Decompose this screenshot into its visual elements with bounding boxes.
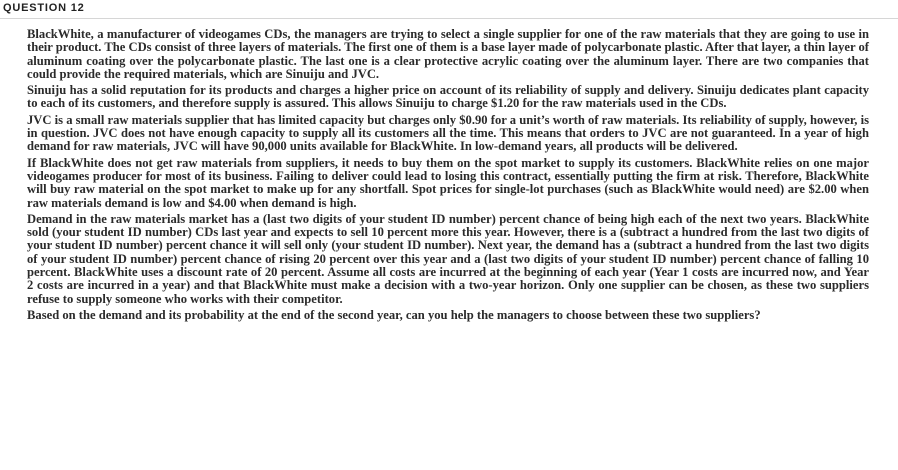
paragraph-jvc: JVC is a small raw materials supplier that has limited capacity but charges only $0.90 for a unit’s worth of raw materials. Its reliability of supply, however, is in question. JVC does not have enough capacity to supply all its customers all the time. This means that orders to JVC are not guaranteed. In a year of high demand for raw materials, JVC will have 90,000 units available for BlackWhite. In low-demand years, all products will be delivered. [27, 112, 869, 154]
paragraph-demand: Demand in the raw materials market has a (last two digits of your student ID number) percent chance of being high each of the next two years. BlackWhite sold (your student ID number) CDs last year and expects to sell 10 percent more this year. However, there is a (subtract a hundred from the last two digits of your student ID number) percent chance it will sell only (your student ID number). Next year, the demand has a (subtract a hundred from the last two digits of your student ID number) percent chance of rising 20 percent over this year and a (last two digits of your student ID number) percent chance of falling 10 percent. BlackWhite uses a discount rate of 20 percent. Assume all costs are incurred at the beginning of each year (Year 1 costs are incurred now, and Year 2 costs are incurred in a year) and that BlackWhite must make a decision with a two-year horizon. Only one supplier can be chosen, as these two suppliers refuse to supply someone who works with their competitor. [27, 211, 869, 306]
paragraph-question: Based on the demand and its probability at the end of the second year, can you help the managers to choose between these two suppliers? [27, 307, 761, 322]
question-number-label: QUESTION 12 [3, 2, 85, 14]
paragraph-sinuiju: Sinuiju has a solid reputation for its products and charges a higher price on account of its reliability of supply and delivery. Sinuiju dedicates plant capacity to each of its customers, and therefore supply is assured. This allows Sinuiju to charge $1.20 for the raw materials used in the CDs. [27, 83, 869, 111]
paragraph-spot-market: If BlackWhite does not get raw materials from suppliers, it needs to buy them on the spot market to supply its customers. BlackWhite relies on one major videogames producer for most of its business. Failing to deliver could lead to losing this contract, essentially putting the firm at risk. Therefore, BlackWhite will buy raw material on the spot market to make up for any shortfall. Spot prices for single-lot purchases (such as BlackWhite would need) are $2.00 when raw materials demand is low and $4.00 when demand is high. [27, 155, 869, 210]
question-body [27, 28, 869, 325]
paragraph-intro: BlackWhite, a manufacturer of videogames CDs, the managers are trying to select a single supplier for one of the raw materials that they are going to use in their product. The CDs consist of three layers of materials. The first one of them is a base layer made of polycarbonate plastic. After that layer, a thin layer of aluminum coating over the polycarbonate plastic. The last one is a clear protective acrylic coating over the aluminum layer. There are two companies that could provide the required materials, which are Sinuiju and JVC. [27, 27, 869, 81]
question-header [0, 0, 898, 19]
